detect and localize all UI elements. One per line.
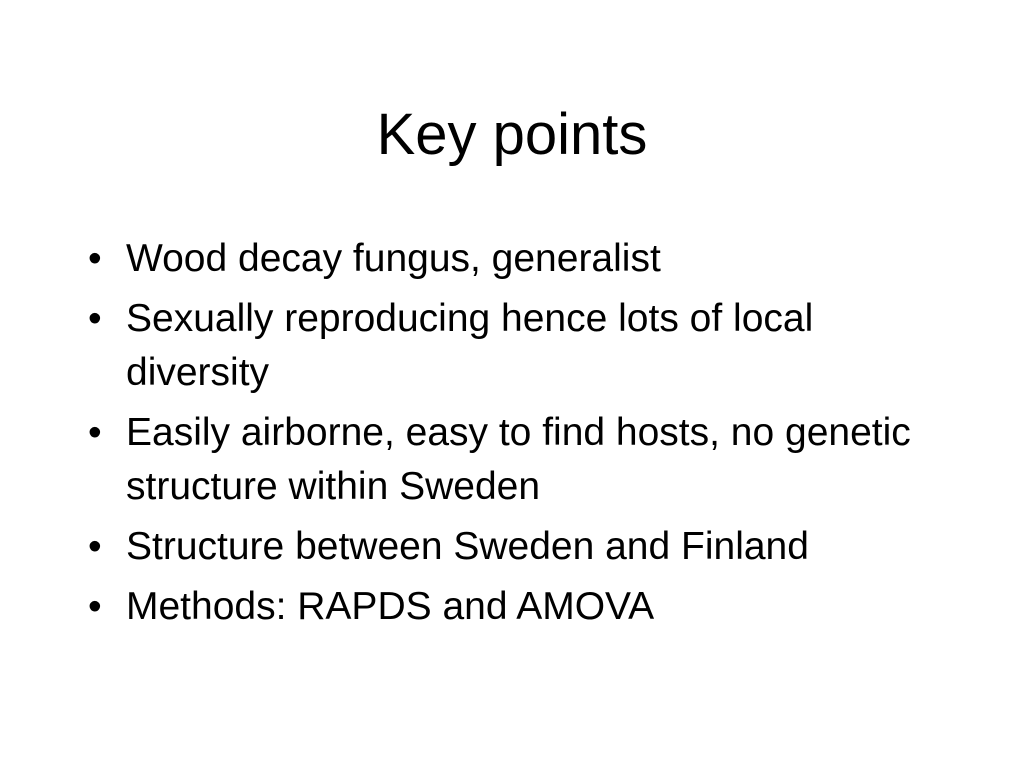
- bullet-list: [88, 232, 948, 640]
- bullet-marker-icon: •: [88, 585, 102, 628]
- bullet-text: Methods: RAPDS and AMOVA: [126, 585, 655, 628]
- bullet-marker-icon: •: [88, 237, 102, 280]
- bullet-marker-icon: •: [88, 411, 102, 454]
- bullet-item: [88, 580, 948, 634]
- bullet-item: [88, 520, 948, 574]
- bullet-text: Wood decay fungus, generalist: [126, 237, 661, 280]
- slide-title: Key points: [376, 102, 648, 167]
- bullet-text: Sexually reproducing hence lots of local diversity: [126, 297, 814, 394]
- bullet-item: [88, 232, 948, 286]
- bullet-text: Easily airborne, easy to find hosts, no genetic structure within Sweden: [126, 411, 911, 508]
- bullet-marker-icon: •: [88, 297, 102, 340]
- bullet-item: [88, 406, 948, 514]
- bullet-marker-icon: •: [88, 525, 102, 568]
- bullet-item: [88, 292, 948, 400]
- bullet-text: Structure between Sweden and Finland: [126, 525, 809, 568]
